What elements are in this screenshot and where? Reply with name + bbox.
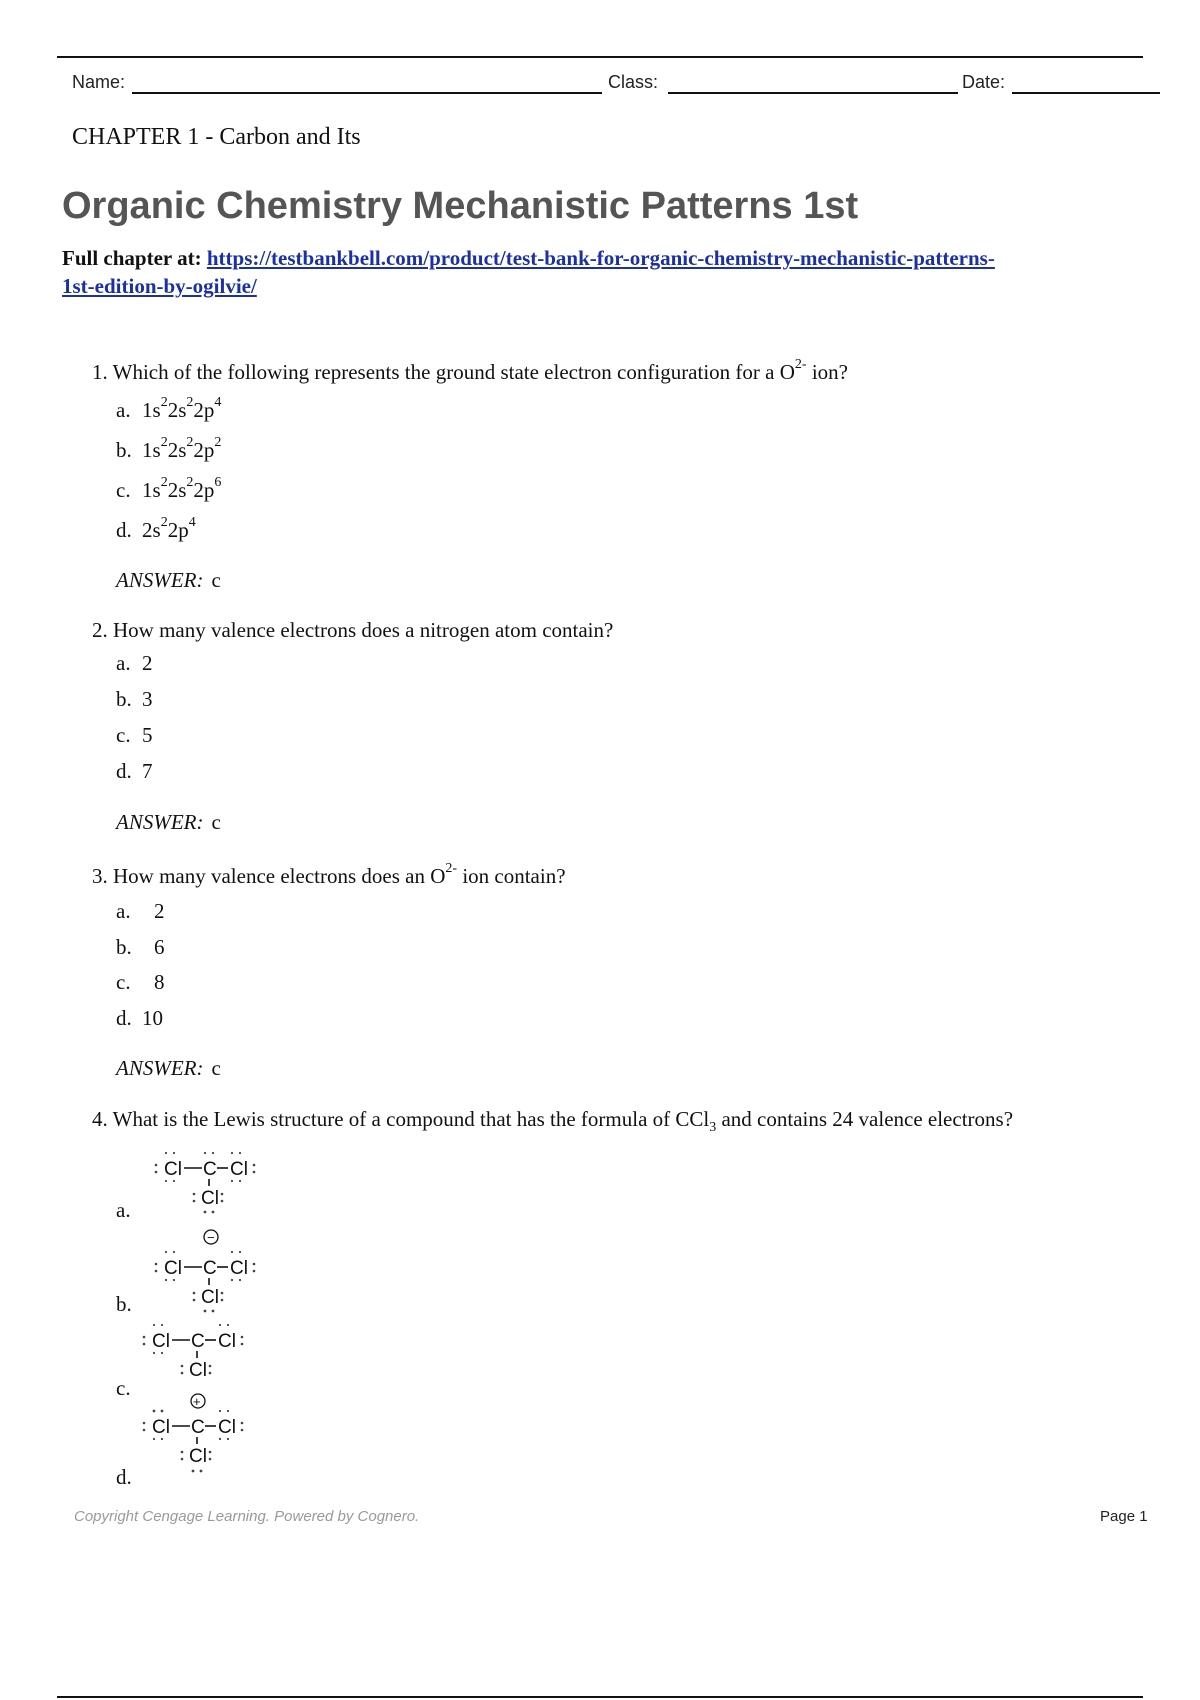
atom-left: Cl	[152, 1417, 170, 1438]
atom-right: Cl	[218, 1331, 236, 1352]
q1-answer	[116, 568, 221, 593]
question-number: 3.	[92, 864, 108, 888]
atom-bottom: Cl	[201, 1188, 219, 1209]
answer-label: ANSWER:	[116, 568, 204, 592]
question-2	[92, 618, 613, 643]
answer-value: c	[211, 1056, 221, 1080]
q1-option-a[interactable]	[116, 395, 222, 423]
option-letter: a.	[116, 899, 131, 923]
option-value: 10	[142, 1006, 163, 1030]
option-letter: a.	[116, 1198, 131, 1222]
option-value: 2	[142, 651, 153, 675]
q3-option-a[interactable]	[116, 899, 165, 924]
option-value: 6	[154, 935, 165, 959]
answer-label: ANSWER:	[116, 1056, 204, 1080]
option-letter: a.	[116, 398, 131, 422]
header-fields	[72, 70, 1162, 98]
orbital: 1s	[142, 478, 161, 502]
ion-charge: 2-	[445, 861, 458, 876]
question-text: What is the Lewis structure of a compound that has the formula of CCl	[112, 1107, 710, 1131]
question-3	[92, 861, 566, 889]
option-letter: c.	[116, 970, 131, 994]
q3-option-d[interactable]	[116, 1006, 163, 1031]
orbital: 2p	[193, 438, 215, 462]
option-letter: d.	[116, 1006, 132, 1030]
q1-option-c[interactable]	[116, 475, 222, 503]
formal-charge: −	[207, 1230, 215, 1245]
electron-count: 2	[160, 515, 168, 530]
q3-option-b[interactable]	[116, 935, 165, 960]
option-value: 5	[142, 723, 153, 747]
option-letter: b.	[116, 1292, 132, 1316]
class-label: Class:	[608, 72, 659, 92]
option-letter: a.	[116, 651, 131, 675]
answer-label: ANSWER:	[116, 810, 204, 834]
question-text: How many valence electrons does an O	[113, 864, 446, 888]
name-label: Name:	[72, 72, 126, 92]
electron-count: 2	[160, 435, 168, 450]
orbital: 1s	[142, 438, 161, 462]
atom-left: Cl	[164, 1258, 182, 1279]
lewis-structure-c	[138, 1320, 258, 1388]
atom-center: C	[203, 1258, 217, 1279]
electron-count: 2	[186, 395, 194, 410]
lewis-structure-a	[150, 1143, 270, 1219]
atom-center: C	[191, 1417, 205, 1438]
option-letter: c.	[116, 478, 131, 502]
option-letter: d.	[116, 518, 132, 542]
question-number: 4.	[92, 1107, 108, 1131]
atom-bottom: Cl	[189, 1446, 207, 1467]
atom-left: Cl	[152, 1331, 170, 1352]
option-letter: b.	[116, 438, 132, 462]
question-text: Which of the following represents the ground state electron configuration for a O	[112, 360, 795, 384]
orbital: 2s	[167, 398, 187, 422]
question-text: How many valence electrons does a nitrogen atom contain?	[113, 618, 614, 642]
ion-charge: 2-	[794, 357, 807, 372]
q2-option-d[interactable]	[116, 759, 153, 784]
option-letter: b.	[116, 687, 132, 711]
option-letter: d.	[116, 1465, 132, 1489]
question-text-end: and contains 24 valence electrons?	[716, 1107, 1014, 1131]
q1-option-d[interactable]	[116, 515, 196, 543]
date-label: Date:	[962, 72, 1006, 92]
question-text-end: ion contain?	[457, 864, 566, 888]
electron-count: 2	[160, 395, 168, 410]
link-line-2: 1st-edition-by-ogilvie/	[62, 274, 257, 298]
option-letter: d.	[116, 759, 132, 783]
q2-option-c[interactable]	[116, 723, 153, 748]
option-value: 2	[154, 899, 165, 923]
option-value: 8	[154, 970, 165, 994]
page-title: Organic Chemistry Mechanistic Patterns 1st	[62, 185, 859, 227]
option-letter: b.	[116, 935, 132, 959]
electron-count: 4	[188, 515, 196, 530]
electron-count: 2	[214, 435, 222, 450]
chapter-heading: CHAPTER 1 - Carbon and Its	[72, 124, 361, 150]
class-field[interactable]	[668, 92, 958, 94]
date-field[interactable]	[1012, 92, 1160, 94]
link-line-1: https://testbankbell.com/product/test-bank-for-organic-chemistry-mechanistic-patterns-	[206, 246, 995, 270]
electron-count: 6	[214, 475, 222, 490]
electron-count: 2	[186, 475, 194, 490]
q3-answer	[116, 1056, 221, 1081]
option-value: 7	[142, 759, 153, 783]
atom-left: Cl	[164, 1159, 182, 1180]
full-chapter-label: Full chapter at:	[62, 246, 202, 270]
copyright-footer: Copyright Cengage Learning. Powered by Cognero.	[74, 1508, 420, 1525]
lewis-structure-b	[150, 1228, 270, 1318]
q2-option-b[interactable]	[116, 687, 153, 712]
q2-option-a[interactable]	[116, 651, 153, 676]
question-text-end: ion?	[806, 360, 848, 384]
atom-bottom: Cl	[201, 1287, 219, 1308]
lewis-structure-d	[138, 1392, 258, 1476]
orbital: 2p	[167, 518, 189, 542]
full-chapter-link[interactable]	[62, 246, 995, 298]
question-4	[92, 1107, 1013, 1136]
option-letter: c.	[116, 723, 131, 747]
electron-count: 4	[214, 395, 222, 410]
full-chapter-line	[62, 244, 1147, 300]
formal-charge: +	[193, 1394, 201, 1409]
name-field[interactable]	[132, 92, 602, 94]
q2-answer	[116, 810, 221, 835]
electron-count: 2	[186, 435, 194, 450]
formula-subscript: 3	[709, 1120, 717, 1136]
option-letter: c.	[116, 1376, 131, 1400]
top-rule	[57, 56, 1143, 58]
electron-count: 2	[160, 475, 168, 490]
question-1	[92, 357, 848, 385]
answer-value: c	[211, 568, 221, 592]
orbital: 2s	[167, 478, 187, 502]
orbital: 2s	[142, 518, 161, 542]
orbital: 2s	[167, 438, 187, 462]
q3-option-c[interactable]	[116, 970, 165, 995]
option-value: 3	[142, 687, 153, 711]
bottom-rule	[57, 1696, 1143, 1698]
atom-right: Cl	[218, 1417, 236, 1438]
atom-center: C	[203, 1159, 217, 1180]
q4-option-a[interactable]	[116, 1198, 142, 1223]
orbital: 1s	[142, 398, 161, 422]
page-number: Page 1	[1100, 1508, 1148, 1525]
atom-center: C	[191, 1331, 205, 1352]
question-number: 1.	[92, 360, 108, 384]
question-number: 2.	[92, 618, 108, 642]
orbital: 2p	[193, 478, 215, 502]
q4-option-b[interactable]	[116, 1292, 142, 1317]
q1-option-b[interactable]	[116, 435, 222, 463]
atom-right: Cl	[230, 1159, 248, 1180]
answer-value: c	[211, 810, 221, 834]
atom-right: Cl	[230, 1258, 248, 1279]
orbital: 2p	[193, 398, 215, 422]
atom-bottom: Cl	[189, 1360, 207, 1381]
